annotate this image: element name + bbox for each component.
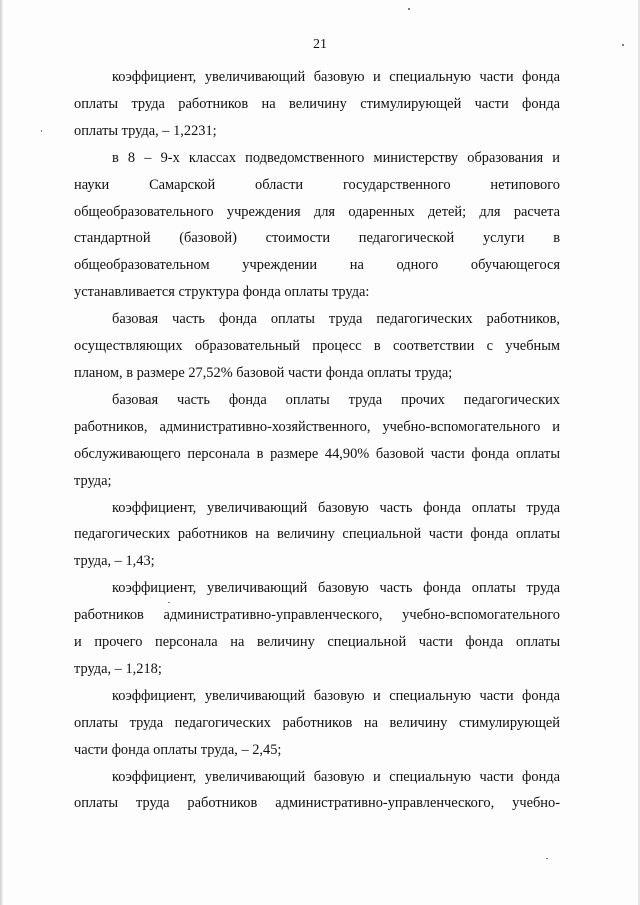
paragraph [74,575,560,683]
text-line: базовая часть фонда оплаты труда педагогических работников, [112,311,560,328]
scan-speck [41,130,42,132]
text-line: оплаты труда, – 1,2231; [74,122,217,139]
text-line: общеобразовательном учреждении на одного обучающегося [74,257,560,274]
scan-left-edge [0,0,3,905]
text-line: труда, – 1,218; [74,660,162,677]
paragraph [74,764,560,818]
text-line: общеобразовательного учреждения для одаренных детей; для расчета [74,203,560,220]
paragraph [74,683,560,764]
text-line: труда, – 1,43; [74,553,155,570]
text-line: оплаты труда педагогических работников на величину стимулирующей [74,714,560,731]
text-line: коэффициент, увеличивающий базовую часть фонда оплаты труда [112,580,560,597]
paragraph [74,64,560,145]
paragraph [74,387,560,495]
text-line: коэффициент, увеличивающий базовую часть фонда оплаты труда [112,499,560,516]
text-line: базовая часть фонда оплаты труда прочих педагогических [112,391,560,408]
text-line: коэффициент, увеличивающий базовую и специальную части фонда [112,69,560,85]
paragraph [74,495,560,576]
body-text [74,64,560,817]
page-number: 21 [313,37,327,52]
text-line: науки Самарской области государственного нетипового [74,176,560,193]
text-line: работников, административно-хозяйственного, учебно-вспомогательного и [74,418,560,435]
paragraph [74,145,560,306]
text-line: осуществляющих образовательный процесс в соответствии с учебным [74,338,560,355]
text-line: работников административно-управленческого, учебно-вспомогательного [74,607,560,624]
text-line: части фонда оплаты труда, – 2,45; [74,741,282,758]
text-line: труда; [74,472,112,489]
paragraph [74,306,560,387]
scan-speck [408,8,410,10]
text-line: педагогических работников на величину специальной части фонда оплаты [74,526,560,543]
text-line: планом, в размере 27,52% базовой части фонда оплаты труда; [74,364,453,381]
text-line: оплаты труда работников административно-управленческого, учебно- [74,795,560,812]
text-line: в 8 – 9-х классах подведомственного министерству образования и [112,149,560,166]
text-line: устанавливается структура фонда оплаты труда: [74,284,370,301]
text-line: оплаты труда работников на величину стимулирующей части фонда [74,95,560,112]
text-line: стандартной (базовой) стоимости педагогической услуги в [74,230,560,247]
text-line: и прочего персонала на величину специальной части фонда оплаты [74,634,560,651]
scan-speck [546,858,548,859]
text-line: обслуживающего персонала в размере 44,90% базовой части фонда оплаты [74,445,560,462]
text-line: коэффициент, увеличивающий базовую и специальную части фонда [112,687,560,704]
text-line: коэффициент, увеличивающий базовую и специальную части фонда [112,768,560,785]
